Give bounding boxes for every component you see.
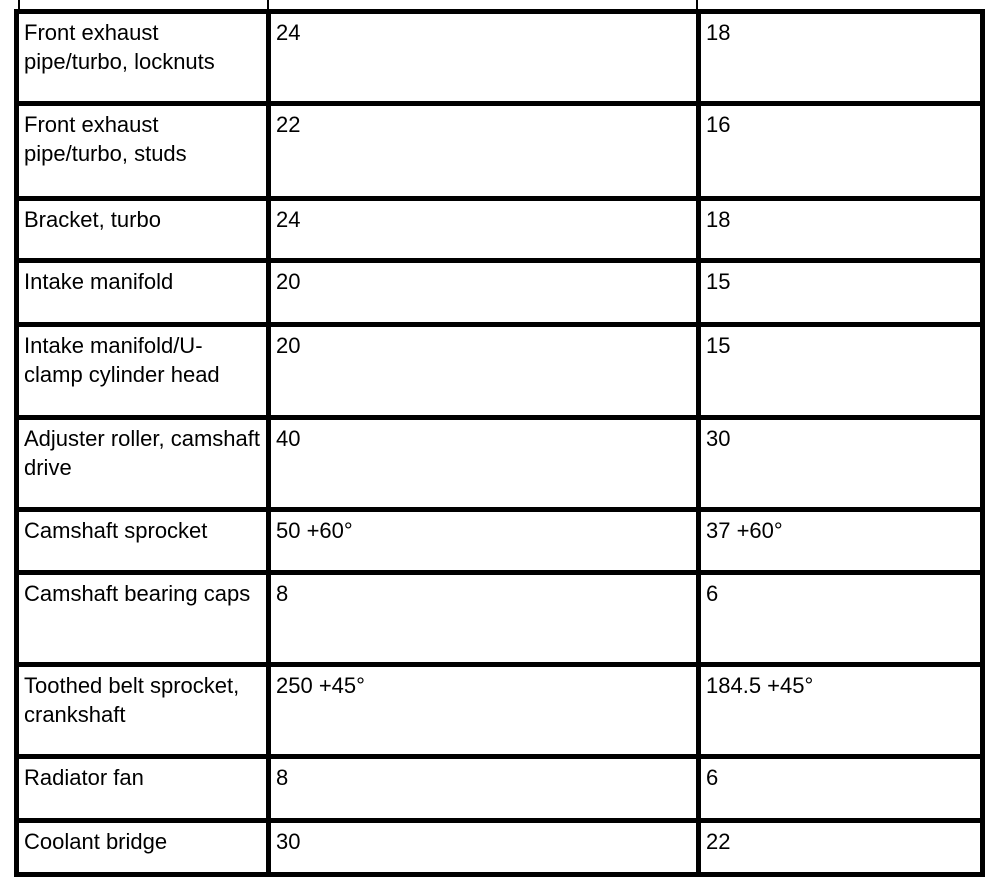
component-cell: Coolant bridge xyxy=(17,821,269,875)
ftlb-cell: 30 xyxy=(699,418,983,510)
nm-cell: 250 +45° xyxy=(269,665,699,757)
nm-cell: 50 +60° xyxy=(269,510,699,573)
component-cell: Toothed belt sprocket, crankshaft xyxy=(17,665,269,757)
component-cell: Radiator fan xyxy=(17,757,269,821)
ftlb-cell: 6 xyxy=(699,757,983,821)
nm-cell: 22 xyxy=(269,104,699,199)
component-cell: Front exhaust pipe/turbo, locknuts xyxy=(17,12,269,104)
table-row xyxy=(17,510,983,573)
table-row xyxy=(17,325,983,418)
nm-cell: 24 xyxy=(269,199,699,261)
component-cell: Camshaft sprocket xyxy=(17,510,269,573)
ftlb-cell: 6 xyxy=(699,573,983,665)
ftlb-cell: 15 xyxy=(699,261,983,325)
component-cell: Adjuster roller, camshaft drive xyxy=(17,418,269,510)
nm-cell: 40 xyxy=(269,418,699,510)
nm-cell: 20 xyxy=(269,325,699,418)
nm-cell: 8 xyxy=(269,573,699,665)
table-row xyxy=(17,12,983,104)
torque-spec-table xyxy=(14,9,985,877)
ftlb-cell: 18 xyxy=(699,199,983,261)
ftlb-cell: 37 +60° xyxy=(699,510,983,573)
table-row xyxy=(17,261,983,325)
table-row xyxy=(17,821,983,875)
table-row xyxy=(17,573,983,665)
ftlb-cell: 15 xyxy=(699,325,983,418)
nm-cell: 30 xyxy=(269,821,699,875)
table-row xyxy=(17,104,983,199)
component-cell: Bracket, turbo xyxy=(17,199,269,261)
table-row xyxy=(17,665,983,757)
ftlb-cell: 22 xyxy=(699,821,983,875)
table-row xyxy=(17,757,983,821)
table-row xyxy=(17,199,983,261)
table-row xyxy=(17,418,983,510)
component-cell: Camshaft bearing caps xyxy=(17,573,269,665)
nm-cell: 20 xyxy=(269,261,699,325)
nm-cell: 8 xyxy=(269,757,699,821)
component-cell: Front exhaust pipe/turbo, studs xyxy=(17,104,269,199)
ftlb-cell: 184.5 +45° xyxy=(699,665,983,757)
nm-cell: 24 xyxy=(269,12,699,104)
component-cell: Intake manifold/U-clamp cylinder head xyxy=(17,325,269,418)
ftlb-cell: 18 xyxy=(699,12,983,104)
ftlb-cell: 16 xyxy=(699,104,983,199)
component-cell: Intake manifold xyxy=(17,261,269,325)
